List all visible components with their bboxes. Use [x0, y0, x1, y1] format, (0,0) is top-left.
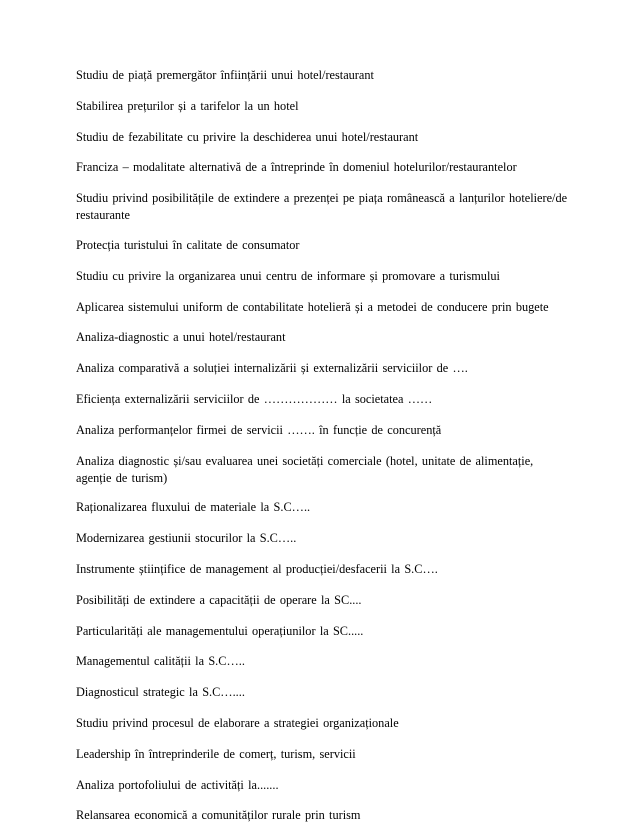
topic-item: Protecția turistului în calitate de consumator — [76, 237, 300, 252]
topic-item: Instrumente științifice de management al producției/desfacerii la S.C…. — [76, 561, 438, 576]
topic-item: Relansarea economică a comunităților rurale prin turism — [76, 808, 361, 823]
topic-list — [76, 67, 568, 838]
topic-item: Analiza portofoliului de activități la....... — [76, 777, 279, 792]
topic-item: Managementul calității la S.C….. — [76, 654, 245, 669]
topic-item: Modernizarea gestiunii stocurilor la S.C….. — [76, 531, 297, 546]
topic-item: Particularități ale managementului operațiunilor la SC..... — [76, 623, 364, 638]
topic-item: Franciza – modalitate alternativă de a întreprinde în domeniul hotelurilor/restaurantelor — [76, 160, 517, 175]
topic-item: Studiu de fezabilitate cu privire la deschiderea unui hotel/restaurant — [76, 129, 419, 144]
topic-item: Eficiența externalizării serviciilor de ……………… la societatea …… — [76, 391, 433, 406]
topic-item: Analiza diagnostic și/sau evaluarea unei societăți comerciale (hotel, unitate de alimentație, agenție de turism) — [76, 453, 534, 485]
topic-item: Studiu privind procesul de elaborare a strategiei organizaționale — [76, 715, 399, 730]
topic-item: Studiu de piață premergător înființării unui hotel/restaurant — [76, 68, 374, 82]
topic-item: Analiza performanțelor firmei de servicii ……. în funcție de concurență — [76, 422, 442, 437]
topic-item: Analiza comparativă a soluției internalizării și externalizării serviciilor de …. — [76, 361, 468, 376]
topic-item: Diagnosticul strategic la S.C….... — [76, 685, 245, 700]
topic-item: Stabilirea prețurilor și a tarifelor la un hotel — [76, 98, 299, 113]
topic-item: Studiu cu privire la organizarea unui centru de informare și promovare a turismului — [76, 268, 500, 283]
topic-item: Studiu privind posibilitățile de extindere a prezenței pe piața românească a lanțurilor hoteliere/de restaurante — [76, 191, 568, 223]
topic-item: Analiza-diagnostic a unui hotel/restaurant — [76, 330, 286, 345]
topic-item: Raționalizarea fluxului de materiale la S.C….. — [76, 500, 311, 515]
topic-item: Leadership în întreprinderile de comerț, turism, servicii — [76, 746, 356, 761]
topic-item: Aplicarea sistemului uniform de contabilitate hotelieră și a metodei de conducere prin bugete — [76, 299, 549, 314]
topic-item: Posibilități de extindere a capacității de operare la SC.... — [76, 592, 362, 607]
